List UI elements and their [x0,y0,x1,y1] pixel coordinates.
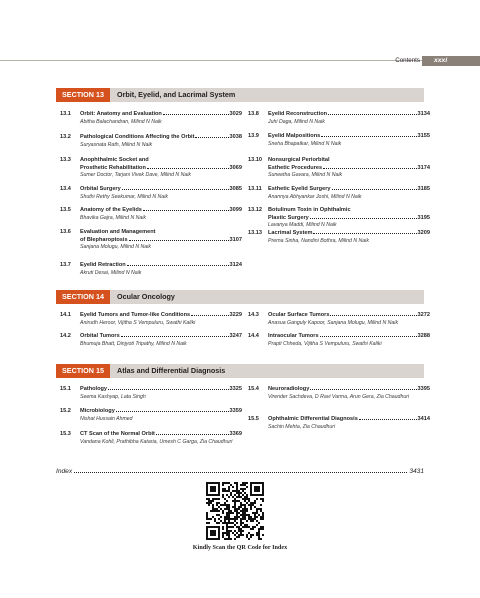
chapter-number: 15.5 [248,416,259,422]
chapter-authors: Akruti Desai, Milind N Naik [80,269,142,276]
leader-dots [129,240,229,241]
section-15-title: Atlas and Differential Diagnosis [117,366,226,375]
leader-dots [127,265,229,266]
leader-dots [143,210,229,211]
chapter-title: Ocular Surface Tumors [268,312,330,318]
chapter-number: 13.3 [60,157,71,163]
qr-code-icon[interactable] [206,482,264,540]
chapter-title: Nonsurgical Periorbital [268,157,330,163]
chapter-authors: Juhi Daga, Milind N Naik [268,118,325,125]
header-page-number: xxxi [422,56,480,66]
leader-dots [330,315,416,316]
leader-dots [195,137,228,138]
chapter-number: 15.4 [248,386,259,392]
chapter-authors: Vandana Kohli, Prathibha Kataria, Umesh C Garga, Zia Chaudhuri [80,438,233,445]
chapter-title: Esthetic Procedures [268,164,323,171]
chapter-authors: Lavanya Maddi, Milind N Naik [268,222,337,229]
leader-dots [359,419,417,420]
chapter-title: Orbit: Anatomy and Evaluation [80,111,162,117]
chapter-page: 3272 [417,312,430,318]
chapter-title: Orbital Tumors [80,333,120,339]
leader-dots [156,434,229,435]
leader-dots [121,336,229,337]
section-14-bar [56,290,424,304]
chapter-authors: Bhavika Gajra, Milind N Naik [80,214,147,221]
toc-entry[interactable] [60,262,242,277]
leader-dots [328,114,416,115]
leader-dots [313,233,416,234]
leader-dots [310,389,416,390]
chapter-authors: Sneha Bhapatkar, Milind N Naik [268,140,342,147]
toc-entry[interactable] [60,229,242,252]
chapter-title: Lacrimal System [268,230,313,236]
chapter-page: 3029 [229,111,242,117]
chapter-number: 14.3 [248,312,259,318]
chapter-number: 15.2 [60,408,71,414]
chapter-page: 3085 [229,186,242,192]
toc-entry[interactable] [248,186,430,201]
chapter-page: 3288 [417,333,430,339]
chapter-authors: Sumer Doctor, Tarjani Vivek Dave, Milind N Naik [80,172,191,179]
chapter-page: 3069 [229,164,242,171]
chapter-number: 13.8 [248,111,259,117]
chapter-number: 13.5 [60,207,71,213]
chapter-page: 3325 [229,386,242,392]
chapter-number: 15.3 [60,431,71,437]
chapter-page: 3134 [417,111,430,117]
chapter-number: 15.1 [60,386,71,392]
chapter-authors: Sachin Mehta, Zia Chaudhuri [268,423,336,430]
chapter-page: 3359 [229,408,242,414]
chapter-title: Anophthalmic Socket and [80,157,149,163]
chapter-title: Orbital Surgery [80,186,121,192]
chapter-title: Eyelid Reconstruction [268,111,328,117]
toc-entry[interactable] [248,333,430,348]
toc-entry[interactable] [248,416,430,431]
chapter-page: 3174 [417,164,430,171]
chapter-number: 13.13 [248,230,262,236]
chapter-page: 3107 [229,236,242,243]
chapter-title: Eyelid Tumors and Tumor-like Conditions [80,312,191,318]
chapter-authors: Anasua Ganguly Kapoor, Sanjana Molugu, Milind N Naik [268,319,399,326]
leader-dots [116,411,229,412]
chapter-title: Intraocular Tumors [268,333,319,339]
toc-entry[interactable] [60,207,242,222]
toc-entry[interactable] [60,431,242,446]
chapter-title: Esthetic Eyelid Surgery [268,186,331,192]
chapter-number: 13.1 [60,111,71,117]
header-contents-label: Contents [395,57,420,64]
leader-dots [321,136,416,137]
chapter-authors: Nishat Hussain Ahmed [80,415,133,422]
leader-dots [163,114,229,115]
chapter-number: 13.12 [248,207,262,213]
chapter-number: 14.2 [60,333,71,339]
chapter-authors: Virender Sachdeva, D Ravi Varma, Arun Gera, Zia Chaudhuri [268,393,410,400]
leader-dots [191,315,228,316]
index-label: Index [56,468,73,475]
chapter-authors: Suryasnata Rath, Milind N Naik [80,141,153,148]
chapter-title: Pathology [80,386,108,392]
toc-entry[interactable] [60,312,242,327]
index-entry[interactable] [56,468,424,475]
chapter-title: of Blepharoptosis [80,236,128,243]
chapter-title: Prosthetic Rehabilitation [80,164,146,171]
chapter-title: Plastic Surgery [268,214,309,221]
chapter-title: Evaluation and Management [80,229,156,235]
qr-caption: Kindly Scan the QR Code for Index [192,544,288,551]
chapter-authors: Anirudh Heroor, Vijitha S Vempuluru, Swathi Kaliki [80,319,196,326]
chapter-page: 3038 [229,134,242,140]
chapter-number: 13.2 [60,134,71,140]
section-15-bar [56,364,424,378]
chapter-title: Neuroradiology [268,386,310,392]
chapter-page: 3229 [229,312,242,318]
leader-dots [332,189,417,190]
chapter-page: 3195 [417,214,430,221]
toc-entry[interactable] [60,386,242,401]
toc-entry[interactable] [60,333,242,348]
chapter-authors: Prapti Chheda, Vijitha S Vempuluru, Swathi Kaliki [268,340,382,347]
chapter-title: CT Scan of the Normal Orbit [80,431,155,437]
toc-entry[interactable] [248,386,430,401]
chapter-title: Ophthalmic Differential Diagnosis [268,416,358,422]
toc-entry[interactable] [60,408,242,423]
chapter-number: 14.4 [248,333,259,339]
chapter-authors: Abitha Balachandran, Milind N Naik [80,118,162,125]
chapter-number: 13.11 [248,186,262,192]
leader-dots [320,336,417,337]
section-14-title: Ocular Oncology [117,292,175,301]
chapter-title: Eyelid Malpositions [268,133,321,139]
toc-entry[interactable] [60,111,242,126]
toc-entry[interactable] [60,134,242,149]
toc-entry[interactable] [60,157,242,180]
chapter-page: 3369 [229,431,242,437]
index-leader-dots [74,472,407,473]
leader-dots [147,168,229,169]
chapter-page: 3185 [417,186,430,192]
chapter-page: 3395 [417,386,430,392]
chapter-authors: Seema Kashyap, Lata Singh [80,393,146,400]
chapter-authors: Anannya Abhyankar Joshi, Milind N Naik [268,193,362,200]
chapter-number: 13.6 [60,229,71,235]
leader-dots [108,389,229,390]
leader-dots [122,189,229,190]
chapter-title: Pathological Conditions Affecting the Orbit [80,134,195,140]
toc-entry[interactable] [248,312,430,327]
chapter-number: 14.1 [60,312,71,318]
leader-dots [310,218,417,219]
toc-entry[interactable] [248,207,430,230]
chapter-number: 13.4 [60,186,71,192]
chapter-title: Anatomy of the Eyelids [80,207,142,213]
section-14-tag: SECTION 14 [56,290,110,304]
toc-entry[interactable] [248,111,430,126]
section-13-title: Orbit, Eyelid, and Lacrimal System [117,90,236,99]
chapter-title: Microbiology [80,408,115,414]
chapter-authors: Suneetha Gavara, Milind N Naik [268,172,343,179]
index-page: 3431 [409,468,424,475]
chapter-title: Eyelid Retraction [80,262,126,268]
chapter-number: 13.9 [248,133,259,139]
chapter-page: 3155 [417,133,430,139]
chapter-page: 3414 [417,416,430,422]
chapter-authors: Bhumuja Bhatt, Dinjyoti Tripathy, Milind N Naik [80,340,187,347]
chapter-title: Botulinum Toxin in Ophthalmic [268,207,351,213]
section-13-tag: SECTION 13 [56,88,110,102]
toc-entry[interactable] [248,230,430,245]
toc-entry[interactable] [60,186,242,201]
chapter-authors: Sanjana Molugu, Milind N Naik [80,244,151,251]
chapter-authors: Prerna Sinha, Nandini Bothra, Milind N Naik [268,237,369,244]
leader-dots [323,168,416,169]
section-15-tag: SECTION 15 [56,364,110,378]
chapter-authors: Shuthi Rethy Seekumar, Milind N Naik [80,193,168,200]
chapter-page: 3209 [417,230,430,236]
toc-entry[interactable] [248,133,430,148]
chapter-page: 3099 [229,207,242,213]
chapter-number: 13.10 [248,157,262,163]
chapter-number: 13.7 [60,262,71,268]
section-13-bar [56,88,424,102]
chapter-page: 3247 [229,333,242,339]
toc-entry[interactable] [248,157,430,180]
chapter-page: 3124 [229,262,242,268]
